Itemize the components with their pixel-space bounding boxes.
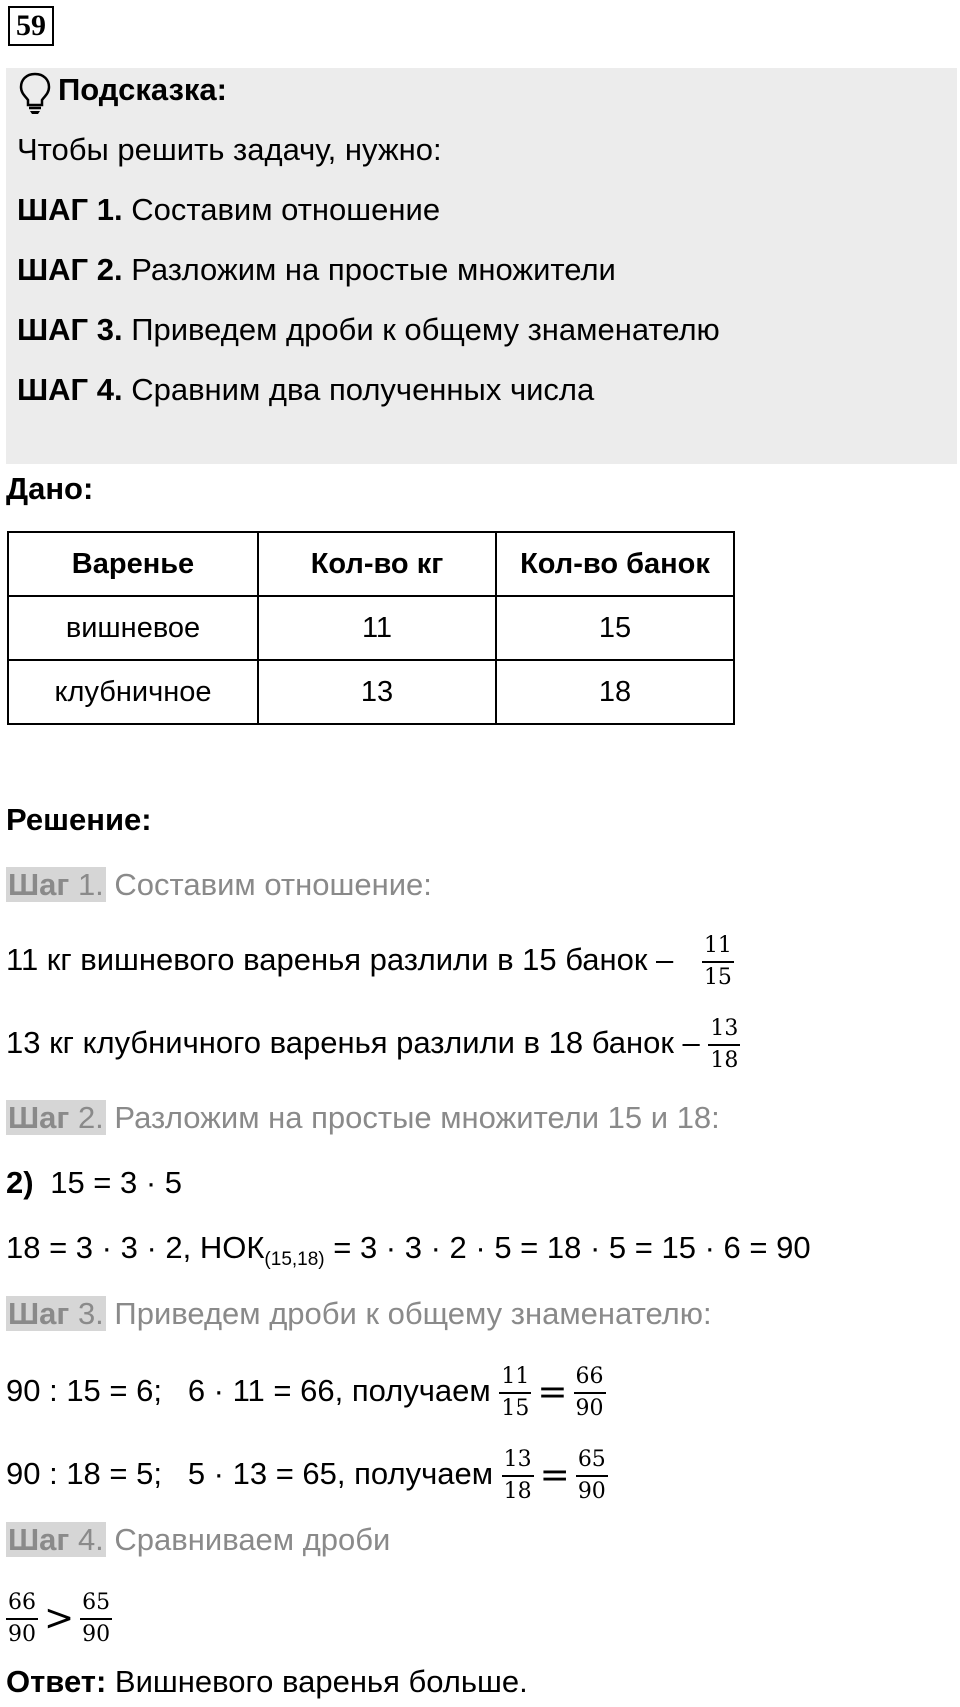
hint-step-text: Сравним два полученных числа xyxy=(131,372,595,407)
greater-than-sign: > xyxy=(44,1597,75,1639)
fraction: $\frac{65}{90}$ xyxy=(577,1446,606,1504)
step-label: Шаг 2. xyxy=(8,1100,104,1135)
step3-line1 xyxy=(6,1351,606,1431)
answer xyxy=(6,1662,528,1702)
calculation: 90 : 18 = 5; 5 · 13 = 65, получаем xyxy=(6,1456,494,1491)
ratio-text: 11 кг вишневого варенья разлили в 15 банок – xyxy=(6,942,674,977)
hint-step-text: Разложим на простые множители xyxy=(131,252,616,287)
table-header-row xyxy=(8,532,734,596)
step2-heading xyxy=(6,1098,720,1138)
table-cell: 11 xyxy=(258,596,496,660)
step-label: Шаг 4. xyxy=(8,1522,104,1557)
hint-step-label: ШАГ 3. xyxy=(17,312,123,347)
step-text: Составим отношение: xyxy=(114,867,432,902)
table-cell: клубничное xyxy=(8,660,258,724)
table-cell: 15 xyxy=(496,596,734,660)
problem-number: 59 xyxy=(8,6,54,46)
lcm-subscript: (15,18) xyxy=(264,1249,325,1271)
equals-sign: = xyxy=(539,1454,570,1496)
step2-line1 xyxy=(6,1163,182,1203)
fraction: $\frac{13}{18}$ xyxy=(710,1015,739,1073)
hint-title: Подсказка: xyxy=(58,72,227,107)
lcm-calculation: = 3 · 3 · 2 · 5 = 18 · 5 = 15 · 6 = 90 xyxy=(324,1230,811,1265)
fraction: $\frac{66}{90}$ xyxy=(8,1589,36,1647)
table-cell: 18 xyxy=(496,660,734,724)
hint-box xyxy=(6,68,957,464)
fraction: $\frac{11}{15}$ xyxy=(703,932,732,990)
step3-line2 xyxy=(6,1434,608,1514)
table-cell: вишневое xyxy=(8,596,258,660)
given-table xyxy=(7,531,735,725)
fraction: $\frac{13}{18}$ xyxy=(503,1446,532,1504)
hint-step-text: Приведем дроби к общему знаменателю xyxy=(131,312,720,347)
step-text: Разложим на простые множители 15 и 18: xyxy=(114,1100,720,1135)
step1-line2 xyxy=(6,1008,740,1078)
solution-title: Решение: xyxy=(6,802,152,837)
step1-heading xyxy=(6,865,432,905)
step4-comparison xyxy=(6,1577,112,1657)
step3-heading xyxy=(6,1294,712,1334)
table-row xyxy=(8,660,734,724)
answer-label: Ответ: xyxy=(6,1664,107,1699)
step-text: Сравниваем дроби xyxy=(114,1522,391,1557)
table-header: Кол-во банок xyxy=(496,532,734,596)
fraction: $\frac{11}{15}$ xyxy=(501,1363,530,1421)
item-label: 2) xyxy=(6,1165,34,1200)
table-row xyxy=(8,596,734,660)
step4-heading xyxy=(6,1520,390,1560)
lightbulb-icon xyxy=(18,70,52,114)
step1-line1 xyxy=(6,925,734,995)
hint-step-3 xyxy=(17,310,720,350)
given-title: Дано: xyxy=(6,471,94,506)
factorization: 18 = 3 · 3 · 2, НОК xyxy=(6,1230,265,1265)
table-cell: 13 xyxy=(258,660,496,724)
table-header: Варенье xyxy=(8,532,258,596)
fraction: $\frac{65}{90}$ xyxy=(82,1589,111,1647)
hint-step-label: ШАГ 1. xyxy=(17,192,123,227)
hint-step-label: ШАГ 4. xyxy=(17,372,123,407)
answer-text: Вишневого варенья больше. xyxy=(114,1664,528,1699)
hint-step-label: ШАГ 2. xyxy=(17,252,123,287)
ratio-text: 13 кг клубничного варенья разлили в 18 банок – xyxy=(6,1025,700,1060)
step2-line2 xyxy=(6,1228,811,1280)
hint-step-2 xyxy=(17,250,616,290)
fraction: $\frac{66}{90}$ xyxy=(575,1363,604,1421)
calculation: 90 : 15 = 6; 6 · 11 = 66, получаем xyxy=(6,1373,491,1408)
hint-step-text: Составим отношение xyxy=(131,192,441,227)
step-label: Шаг 1. xyxy=(8,867,104,902)
hint-intro: Чтобы решить задачу, нужно: xyxy=(17,132,442,167)
table-header: Кол-во кг xyxy=(258,532,496,596)
equals-sign: = xyxy=(537,1371,568,1413)
step-text: Приведем дроби к общему знаменателю: xyxy=(114,1296,712,1331)
hint-step-1 xyxy=(17,190,440,230)
step-label: Шаг 3. xyxy=(8,1296,104,1331)
factorization: 15 = 3 · 5 xyxy=(50,1165,183,1200)
hint-step-4 xyxy=(17,370,594,410)
